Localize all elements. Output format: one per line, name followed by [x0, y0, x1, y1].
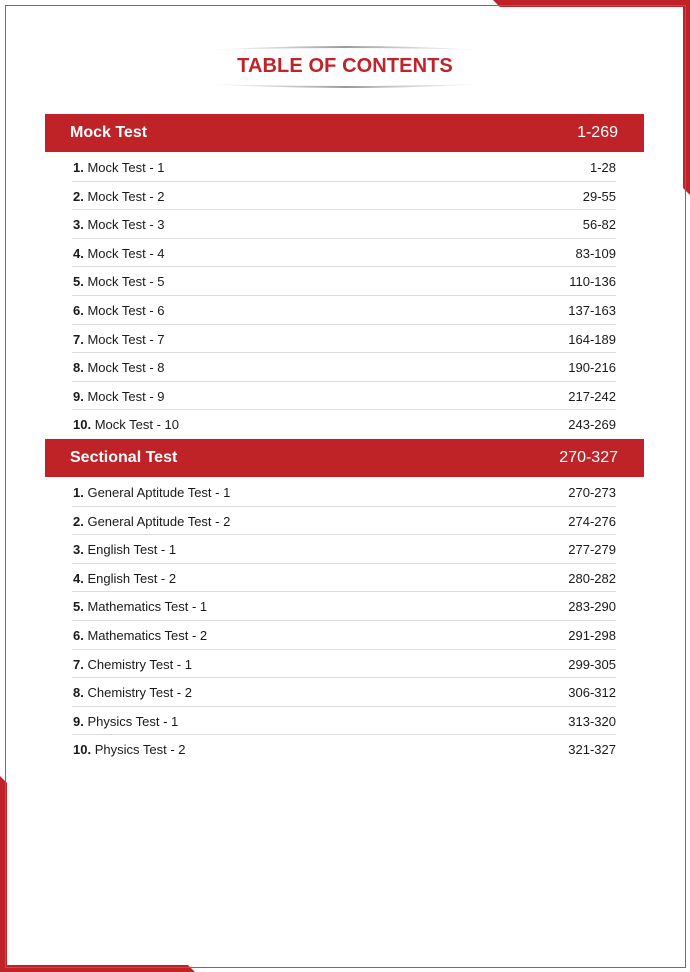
- entry-number: 9.: [73, 713, 84, 729]
- entry-title: Mock Test - 1: [87, 160, 165, 175]
- entry-number: 9.: [73, 388, 84, 404]
- entry-number: 8.: [73, 360, 84, 376]
- toc-title-block: [205, 44, 485, 90]
- entry-title: Mock Test - 10: [94, 417, 179, 433]
- entry-pages: 56-82: [582, 217, 616, 233]
- entry-number: 3.: [73, 217, 84, 233]
- entry-pages: 306-312: [568, 685, 616, 701]
- toc-row[interactable]: [72, 621, 616, 650]
- entry-title: General Aptitude Test - 2: [87, 513, 231, 529]
- entry-title: Mock Test - 4: [87, 245, 165, 261]
- toc-row[interactable]: [72, 650, 616, 679]
- entry-pages: 283-290: [568, 599, 616, 615]
- toc-row[interactable]: [72, 707, 616, 736]
- entry-title: Mathematics Test - 2: [87, 628, 208, 643]
- entry-title: Mock Test - 7: [87, 331, 165, 347]
- entry-pages: 274-276: [568, 513, 616, 529]
- entry-number: 1.: [73, 485, 84, 500]
- entry-pages: 83-109: [575, 245, 616, 261]
- entry-pages: 291-298: [568, 628, 616, 643]
- toc-row[interactable]: [72, 592, 616, 621]
- toc-row[interactable]: [72, 325, 616, 354]
- entry-title: Mock Test - 8: [87, 360, 165, 376]
- entry-pages: 110-136: [569, 274, 616, 290]
- toc-row[interactable]: [72, 296, 616, 325]
- entry-pages: 1-28: [589, 160, 616, 175]
- entry-title: English Test - 1: [87, 542, 177, 558]
- entry-title: Mock Test - 9: [87, 388, 165, 404]
- toc-row[interactable]: [72, 239, 616, 268]
- entry-title: Mock Test - 3: [87, 217, 165, 233]
- section-range: 1-269: [577, 124, 618, 141]
- section-header-mock-test[interactable]: [45, 114, 644, 152]
- toc-row[interactable]: [72, 153, 616, 182]
- entry-pages: 190-216: [568, 360, 616, 376]
- toc-row[interactable]: [72, 210, 616, 239]
- entry-number: 7.: [73, 656, 84, 672]
- section-range: 270-327: [559, 449, 618, 466]
- entry-title: Mock Test - 6: [87, 303, 165, 318]
- entry-number: 2.: [73, 513, 84, 529]
- entry-pages: 270-273: [568, 485, 616, 500]
- toc-row[interactable]: [72, 353, 616, 382]
- entry-number: 1.: [73, 160, 84, 175]
- toc-row[interactable]: [72, 382, 616, 411]
- toc-row[interactable]: [72, 410, 616, 439]
- toc-row[interactable]: [72, 507, 616, 536]
- entry-pages: 243-269: [568, 417, 616, 433]
- entry-title: Mock Test - 2: [87, 188, 165, 204]
- entry-title: Chemistry Test - 1: [87, 656, 192, 672]
- entry-pages: 29-55: [582, 188, 616, 204]
- entry-title: Physics Test - 1: [87, 713, 179, 729]
- entry-number: 6.: [73, 303, 84, 318]
- entry-pages: 299-305: [568, 656, 616, 672]
- entry-number: 4.: [73, 570, 84, 586]
- toc-row[interactable]: [72, 267, 616, 296]
- entry-number: 2.: [73, 188, 84, 204]
- entry-title: Mock Test - 5: [87, 274, 165, 290]
- entry-number: 10.: [73, 417, 92, 433]
- entry-title: Physics Test - 2: [94, 742, 186, 758]
- section-name: Mock Test: [70, 124, 148, 141]
- entry-pages: 217-242: [568, 388, 616, 404]
- section-header-sectional-test[interactable]: [45, 439, 644, 477]
- toc-row[interactable]: [72, 535, 616, 564]
- toc-row[interactable]: [72, 564, 616, 593]
- toc-row[interactable]: [72, 478, 616, 507]
- entry-title: General Aptitude Test - 1: [87, 485, 231, 500]
- entry-number: 5.: [73, 599, 84, 615]
- entry-number: 3.: [73, 542, 84, 558]
- entry-pages: 313-320: [568, 713, 616, 729]
- entry-number: 4.: [73, 245, 84, 261]
- entry-number: 5.: [73, 274, 84, 290]
- entry-title: English Test - 2: [87, 570, 177, 586]
- entry-number: 8.: [73, 685, 84, 701]
- section-name: Sectional Test: [70, 449, 178, 466]
- entry-pages: 137-163: [568, 303, 616, 318]
- page-title: TABLE OF CONTENTS: [237, 55, 453, 77]
- entry-number: 10.: [73, 742, 92, 758]
- entry-pages: 277-279: [568, 542, 616, 558]
- entry-number: 7.: [73, 331, 84, 347]
- entry-title: Mathematics Test - 1: [87, 599, 208, 615]
- toc-row[interactable]: [72, 735, 616, 764]
- toc-row[interactable]: [72, 182, 616, 211]
- entry-pages: 164-189: [568, 331, 616, 347]
- entry-number: 6.: [73, 628, 84, 643]
- entry-pages: 321-327: [568, 742, 616, 758]
- entry-pages: 280-282: [568, 570, 616, 586]
- entry-title: Chemistry Test - 2: [87, 685, 192, 701]
- toc-row[interactable]: [72, 678, 616, 707]
